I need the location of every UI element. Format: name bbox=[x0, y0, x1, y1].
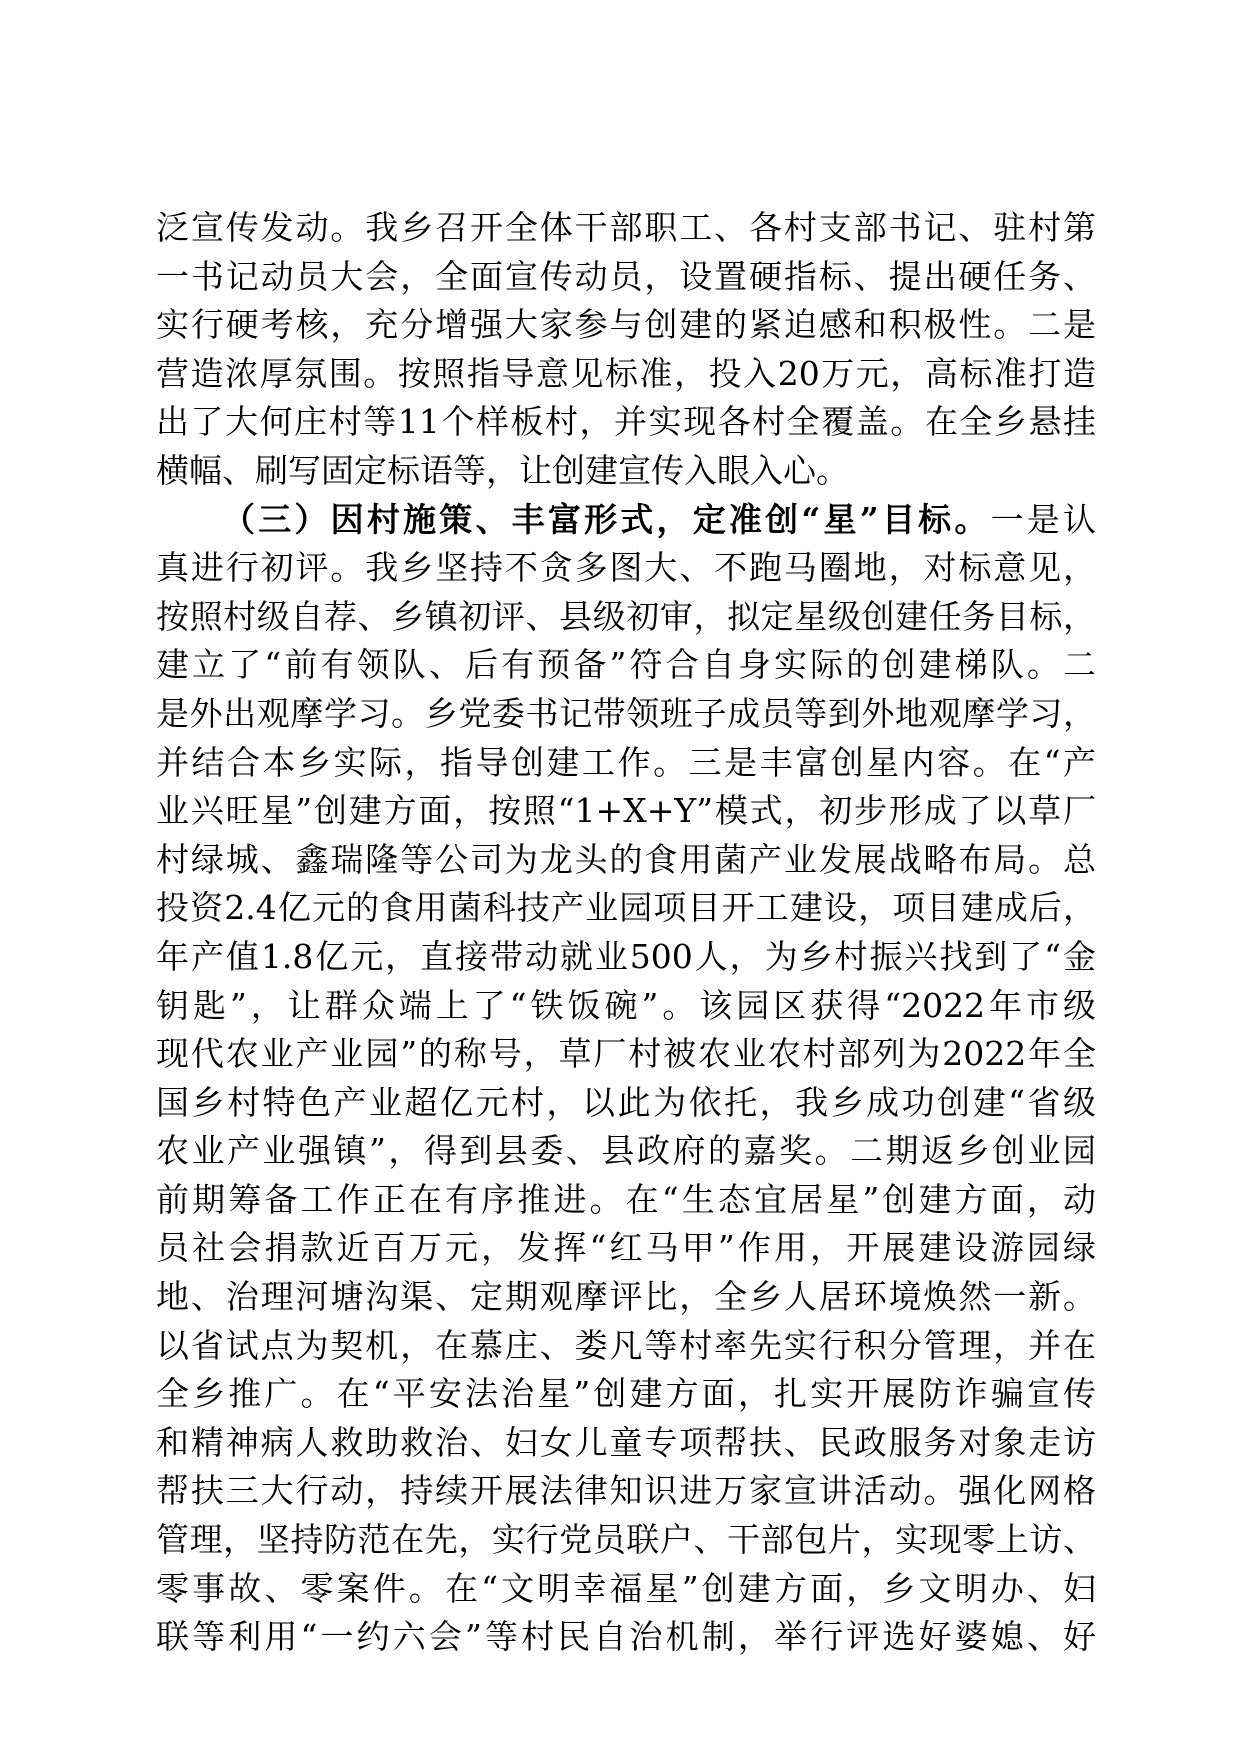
text-line-24: 以省试点为契机，在慕庄、娄凡等村率先实行积分管理，并在 bbox=[156, 1325, 1096, 1365]
text-line-19: 国乡村特色产业超亿元村，以此为依托，我乡成功创建“省级 bbox=[156, 1082, 1096, 1122]
body-text bbox=[156, 204, 1096, 1662]
text-line-4: 营造浓厚氛围。按照指导意见标准，投入20万元，高标准打造 bbox=[156, 353, 1096, 393]
text-line-3: 实行硬考核，充分增强大家参与创建的紧迫感和积极性。二是 bbox=[156, 305, 1096, 345]
text-line-25: 全乡推广。在“平安法治星”创建方面，扎实开展防诈骗宣传 bbox=[156, 1374, 1096, 1414]
text-line-16: 年产值1.8亿元，直接带动就业500人，为乡村振兴找到了“金 bbox=[156, 936, 1096, 976]
text-line-5: 出了大何庄村等11个样板村，并实现各村全覆盖。在全乡悬挂 bbox=[156, 402, 1096, 442]
text-line-10: 建立了“前有领队、后有预备”符合自身实际的创建梯队。二 bbox=[156, 645, 1096, 685]
text-line-1: 泛宣传发动。我乡召开全体干部职工、各村支部书记、驻村第 bbox=[156, 208, 1096, 247]
text-line-29: 零事故、零案件。在“文明幸福星”创建方面，乡文明办、妇 bbox=[156, 1568, 1096, 1608]
section-heading-3: （三）因村施策、丰富形式，定准创“星”目标。 bbox=[222, 499, 991, 539]
text-line-27: 帮扶三大行动，持续开展法律知识进万家宣讲活动。强化网格 bbox=[156, 1471, 1096, 1511]
text-line-7 bbox=[156, 496, 1096, 545]
text-line-20: 农业产业强镇”，得到县委、县政府的嘉奖。二期返乡创业园 bbox=[156, 1131, 1096, 1171]
text-line-14: 村绿城、鑫瑞隆等公司为龙头的食用菌产业发展战略布局。总 bbox=[156, 839, 1096, 879]
text-line-2: 一书记动员大会，全面宣传动员，设置硬指标、提出硬任务、 bbox=[156, 256, 1096, 296]
text-line-8: 真进行初评。我乡坚持不贪多图大、不跑马圈地，对标意见， bbox=[156, 548, 1096, 588]
text-line-9: 按照村级自荐、乡镇初评、县级初审，拟定星级创建任务目标， bbox=[156, 596, 1096, 636]
text-line-13: 业兴旺星”创建方面，按照“1+X+Y”模式，初步形成了以草厂 bbox=[156, 791, 1096, 831]
text-line-17: 钥匙”，让群众端上了“铁饭碗”。该园区获得“2022年市级 bbox=[156, 985, 1096, 1025]
text-line-11: 是外出观摩学习。乡党委书记带领班子成员等到外地观摩学习， bbox=[156, 693, 1096, 733]
text-line-15: 投资2.4亿元的食用菌科技产业园项目开工建设，项目建成后， bbox=[156, 888, 1096, 928]
text-line-28: 管理，坚持防范在先，实行党员联户、干部包片，实现零上访、 bbox=[156, 1520, 1096, 1560]
text-line-6: 横幅、刷写固定标语等，让创建宣传入眼入心。 bbox=[156, 450, 849, 490]
text-line-30: 联等利用“一约六会”等村民自治机制，举行评选好婆媳、好 bbox=[156, 1617, 1096, 1657]
text-line-26: 和精神病人救助救治、妇女儿童专项帮扶、民政服务对象走访 bbox=[156, 1422, 1096, 1462]
text-line-22: 员社会捐款近百万元，发挥“红马甲”作用，开展建设游园绿 bbox=[156, 1228, 1096, 1268]
text-line-18: 现代农业产业园”的称号，草厂村被农业农村部列为2022年全 bbox=[156, 1034, 1096, 1074]
section-lead-text: 一是认 bbox=[990, 499, 1096, 539]
text-line-12: 并结合本乡实际，指导创建工作。三是丰富创星内容。在“产 bbox=[156, 742, 1096, 782]
text-line-23: 地、治理河塘沟渠、定期观摩评比，全乡人居环境焕然一新。 bbox=[156, 1277, 1096, 1317]
text-line-21: 前期筹备工作正在有序推进。在“生态宜居星”创建方面，动 bbox=[156, 1179, 1096, 1219]
